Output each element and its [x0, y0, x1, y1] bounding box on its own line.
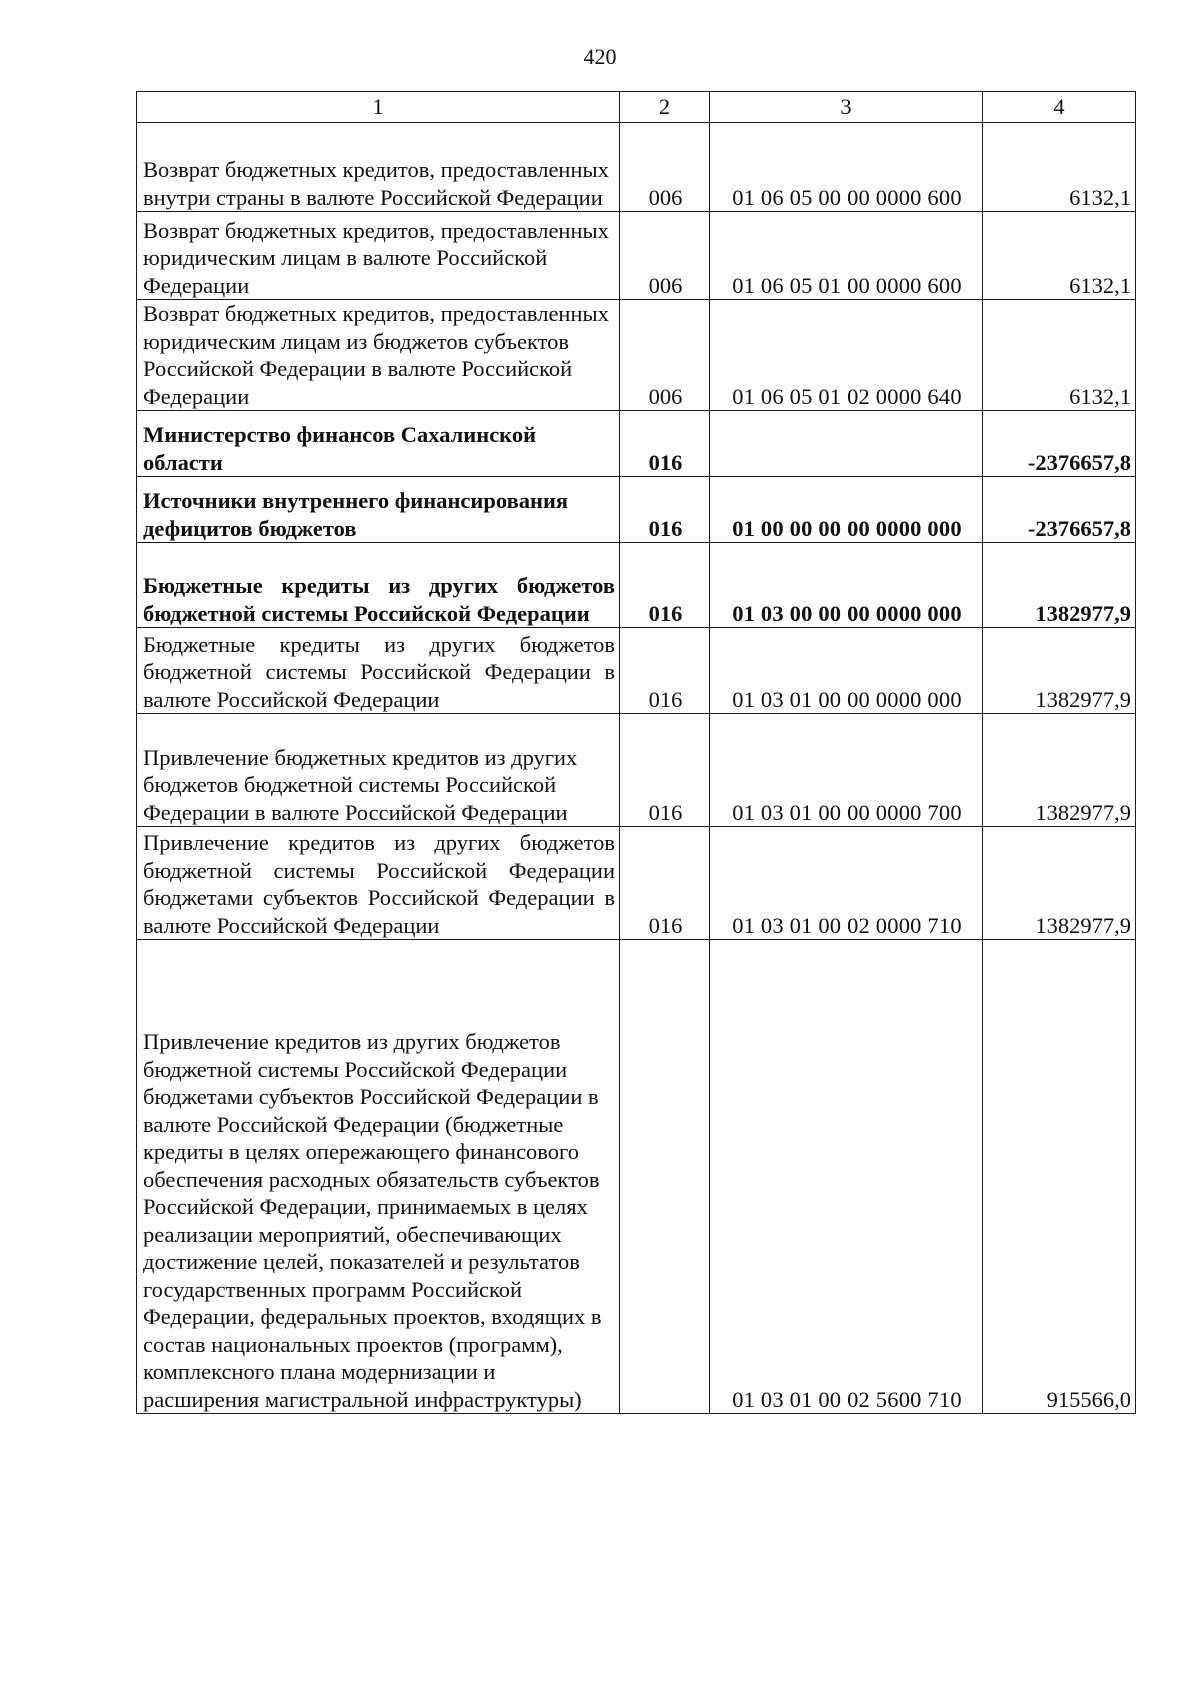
row-admin-code: 006	[620, 300, 710, 411]
table-row	[137, 827, 1136, 940]
row-amount: 915566,0	[983, 940, 1136, 1414]
page-number: 420	[583, 44, 617, 69]
row-amount: -2376657,8	[983, 477, 1136, 543]
row-amount: 6132,1	[983, 123, 1136, 212]
row-admin-code: 016	[620, 714, 710, 827]
row-admin-code: 016	[620, 477, 710, 543]
row-amount: 6132,1	[983, 212, 1136, 300]
row-budget-code: 01 03 01 00 00 0000 700	[710, 714, 983, 827]
row-amount: 6132,1	[983, 300, 1136, 411]
row-name: Возврат бюджетных кредитов, предоставленных юридическим лицам из бюджетов субъектов Российской Федерации в валюте Российской Федерации	[137, 300, 620, 411]
row-name: Возврат бюджетных кредитов, предоставленных внутри страны в валюте Российской Федерации	[137, 123, 620, 212]
row-name: Бюджетные кредиты из других бюджетов бюджетной системы Российской Федерации	[137, 543, 620, 628]
table-row	[137, 411, 1136, 477]
row-budget-code: 01 03 01 00 02 0000 710	[710, 827, 983, 940]
header-col-4: 4	[983, 92, 1136, 123]
row-amount: 1382977,9	[983, 714, 1136, 827]
row-name: Министерство финансов Сахалинской области	[137, 411, 620, 477]
row-budget-code: 01 00 00 00 00 0000 000	[710, 477, 983, 543]
row-budget-code: 01 03 01 00 02 5600 710	[710, 940, 983, 1414]
row-amount: -2376657,8	[983, 411, 1136, 477]
table-row	[137, 477, 1136, 543]
row-budget-code	[710, 411, 983, 477]
header-col-1: 1	[137, 92, 620, 123]
header-col-3: 3	[710, 92, 983, 123]
table-row	[137, 300, 1136, 411]
row-name: Бюджетные кредиты из других бюджетов бюджетной системы Российской Федерации в валюте Российской Федерации	[137, 628, 620, 714]
row-name: Привлечение кредитов из других бюджетов бюджетной системы Российской Федерации бюджетами субъектов Российской Федерации в валюте Российской Федерации (бюджетные кредиты в целях опережающего финансового обеспечения расходных обязательств субъектов Российской Федерации, принимаемых в целях реализации мероприятий, обеспечивающих достижение целей, показателей и результатов государственных программ Российской Федерации, федеральных проектов, входящих в состав национальных проектов (программ), комплексного плана модернизации и расширения магистральной инфраструктуры)	[137, 940, 620, 1414]
table-row	[137, 628, 1136, 714]
row-amount: 1382977,9	[983, 628, 1136, 714]
table-header-row	[137, 92, 1136, 123]
row-admin-code: 006	[620, 123, 710, 212]
table-row	[137, 714, 1136, 827]
row-name: Источники внутреннего финансирования дефицитов бюджетов	[137, 477, 620, 543]
table-row	[137, 123, 1136, 212]
row-admin-code: 016	[620, 628, 710, 714]
table-row	[137, 940, 1136, 1414]
row-budget-code: 01 06 05 01 02 0000 640	[710, 300, 983, 411]
table-row	[137, 543, 1136, 628]
row-budget-code: 01 06 05 00 00 0000 600	[710, 123, 983, 212]
row-admin-code: 016	[620, 411, 710, 477]
row-name: Привлечение кредитов из других бюджетов бюджетной системы Российской Федерации бюджетами субъектов Российской Федерации в валюте Российской Федерации	[137, 827, 620, 940]
row-admin-code: 006	[620, 212, 710, 300]
table-row	[137, 212, 1136, 300]
row-name: Возврат бюджетных кредитов, предоставленных юридическим лицам в валюте Российской Федерации	[137, 212, 620, 300]
row-budget-code: 01 06 05 01 00 0000 600	[710, 212, 983, 300]
row-amount: 1382977,9	[983, 827, 1136, 940]
row-admin-code: 016	[620, 827, 710, 940]
row-budget-code: 01 03 01 00 00 0000 000	[710, 628, 983, 714]
row-name: Привлечение бюджетных кредитов из других бюджетов бюджетной системы Российской Федерации в валюте Российской Федерации	[137, 714, 620, 827]
row-admin-code: 016	[620, 543, 710, 628]
row-admin-code	[620, 940, 710, 1414]
header-col-2: 2	[620, 92, 710, 123]
row-amount: 1382977,9	[983, 543, 1136, 628]
budget-sources-table	[136, 91, 1136, 1414]
row-budget-code: 01 03 00 00 00 0000 000	[710, 543, 983, 628]
